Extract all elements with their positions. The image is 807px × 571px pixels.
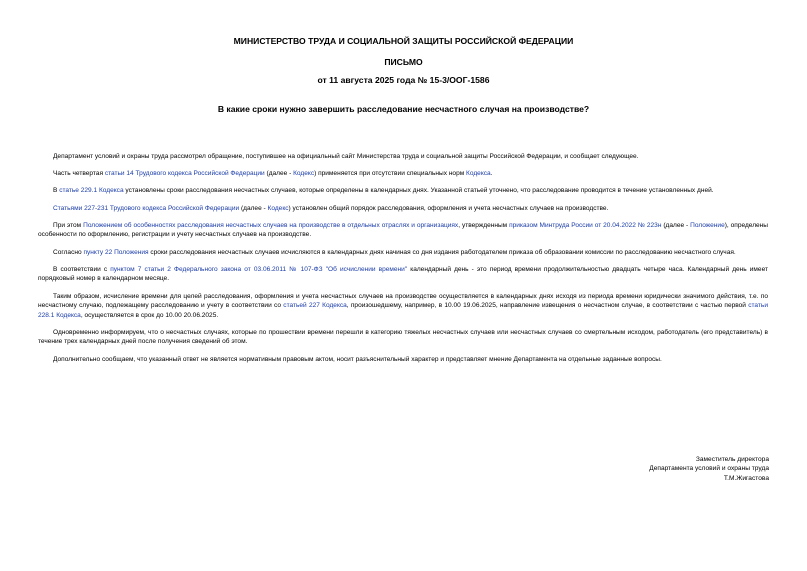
link-regulation-short[interactable]: Положение xyxy=(690,221,725,229)
document-type: ПИСЬМО xyxy=(384,57,423,67)
signatory-department: Департамента условий и охраны труда xyxy=(649,465,769,473)
link-clause-22[interactable]: пункту 22 Положения xyxy=(83,248,149,256)
link-article-228-1[interactable]: статьи 228.1 Кодекса xyxy=(38,302,768,319)
link-federal-law-107[interactable]: пунктом 7 статьи 2 Федерального закона от 03.06.2011 № 107-ФЗ "Об исчислении времени" xyxy=(110,265,408,273)
link-articles-227-231[interactable]: Статьями 227-231 Трудового кодекса Российской Федерации xyxy=(53,204,240,212)
paragraph-1: Департамент условий и охраны труда рассмотрел обращение, поступившее на официальный сайт Министерства труда и социальной защиты Российской Федерации, и сообщает следующее. xyxy=(53,153,639,160)
question-title: В какие сроки нужно завершить расследование несчастного случая на производстве? xyxy=(217,104,590,114)
link-article-14[interactable]: статьи 14 Трудового кодекса Российской Федерации xyxy=(104,170,265,178)
link-order-223n[interactable]: приказом Минтруда России от 20.04.2022 № 223н xyxy=(509,221,662,229)
paragraph-10: Дополнительно сообщаем, что указанный ответ не является нормативным правовым актом, носит разъяснительный характер и представляет мнение Департамента на отдельные заданные вопросы. xyxy=(53,355,662,363)
paragraph-7: В соответствии с пунктом 7 статьи 2 Федерального закона от 03.06.2011 № 107-ФЗ "Об исчислении времени" календарный день - это период времени продолжительностью двадцать четыре часа. Календарный день имеет порядковый номер в календарном месяце. xyxy=(38,265,768,283)
link-code[interactable]: Кодекс xyxy=(293,170,315,178)
paragraph-3: В статье 229.1 Кодекса установлены сроки расследования несчастных случаев, которые определены в календарных днях. Указанной статьей уточнено, что расследование проводится в течение установленных дней. xyxy=(53,187,714,195)
ministry-heading: МИНИСТЕРСТВО ТРУДА И СОЦИАЛЬНОЙ ЗАЩИТЫ РОССИЙСКОЙ ФЕДЕРАЦИИ xyxy=(233,36,574,46)
letter-body xyxy=(38,152,768,364)
signatory-position: Заместитель директора xyxy=(695,456,769,463)
paragraph-5: При этом Положением об особенностях расследования несчастных случаев на производстве в отдельных отраслях и организациях, утвержденным приказом Минтруда России от 20.04.2022 № 223н (далее - Положение), определены особенности по оформлению, регистрации и учету несчастных случаев на производстве. xyxy=(38,221,769,239)
date-and-number: от 11 августа 2025 года № 15-3/ООГ-1586 xyxy=(317,75,490,85)
signatory-name: Т.М.Жигастова xyxy=(723,474,769,482)
paragraph-2: Часть четвертая статьи 14 Трудового кодекса Российской Федерации (далее - Кодекс) применяется при отсутствии специальных норм Кодекса. xyxy=(53,170,493,178)
link-article-229-1[interactable]: статье 229.1 Кодекса xyxy=(59,187,124,195)
link-regulation[interactable]: Положением об особенностях расследования несчастных случаев на производстве в отдельных отраслях и организациях xyxy=(83,221,459,229)
paragraph-6: Согласно пункту 22 Положения сроки расследования несчастных случаев исчисляются в календарных днях начиная со дня издания работодателем приказа об образовании комиссии по расследованию несчастного случая. xyxy=(53,248,736,256)
paragraph-4: Статьями 227-231 Трудового кодекса Российской Федерации (далее - Кодекс) установлен общий порядок расследования, оформления и учета несчастных случаев на производстве. xyxy=(53,204,609,212)
signature-block xyxy=(649,455,769,483)
link-code[interactable]: Кодекс xyxy=(267,204,289,212)
paragraph-8: Таким образом, исчисление времени для целей расследования, оформления и учета несчастных случаев на производстве осуществляется в календарных днях исходя из периода времени юридически значимого действия, т.е. по несчастному случаю, подлежащему расследованию и учету в соответствии со статьей 227 Кодекса, произошедшему, например, в 10.00 19.06.2025, направление извещения о несчастном случае, в соответствии с частью первой статьи 228.1 Кодекса, осуществляется в срок до 10.00 20.06.2025. xyxy=(38,292,768,319)
link-code[interactable]: Кодекса xyxy=(466,170,491,178)
paragraph-9: Одновременно информируем, что о несчастных случаях, которые по прошествии времени перешли в категорию тяжелых несчастных случаев или несчастных случаев со смертельным исходом, работодатель (его представитель) в течение трех календарных дней после получения сведений об этом. xyxy=(38,328,768,346)
link-article-227[interactable]: статьей 227 Кодекса xyxy=(283,302,347,310)
